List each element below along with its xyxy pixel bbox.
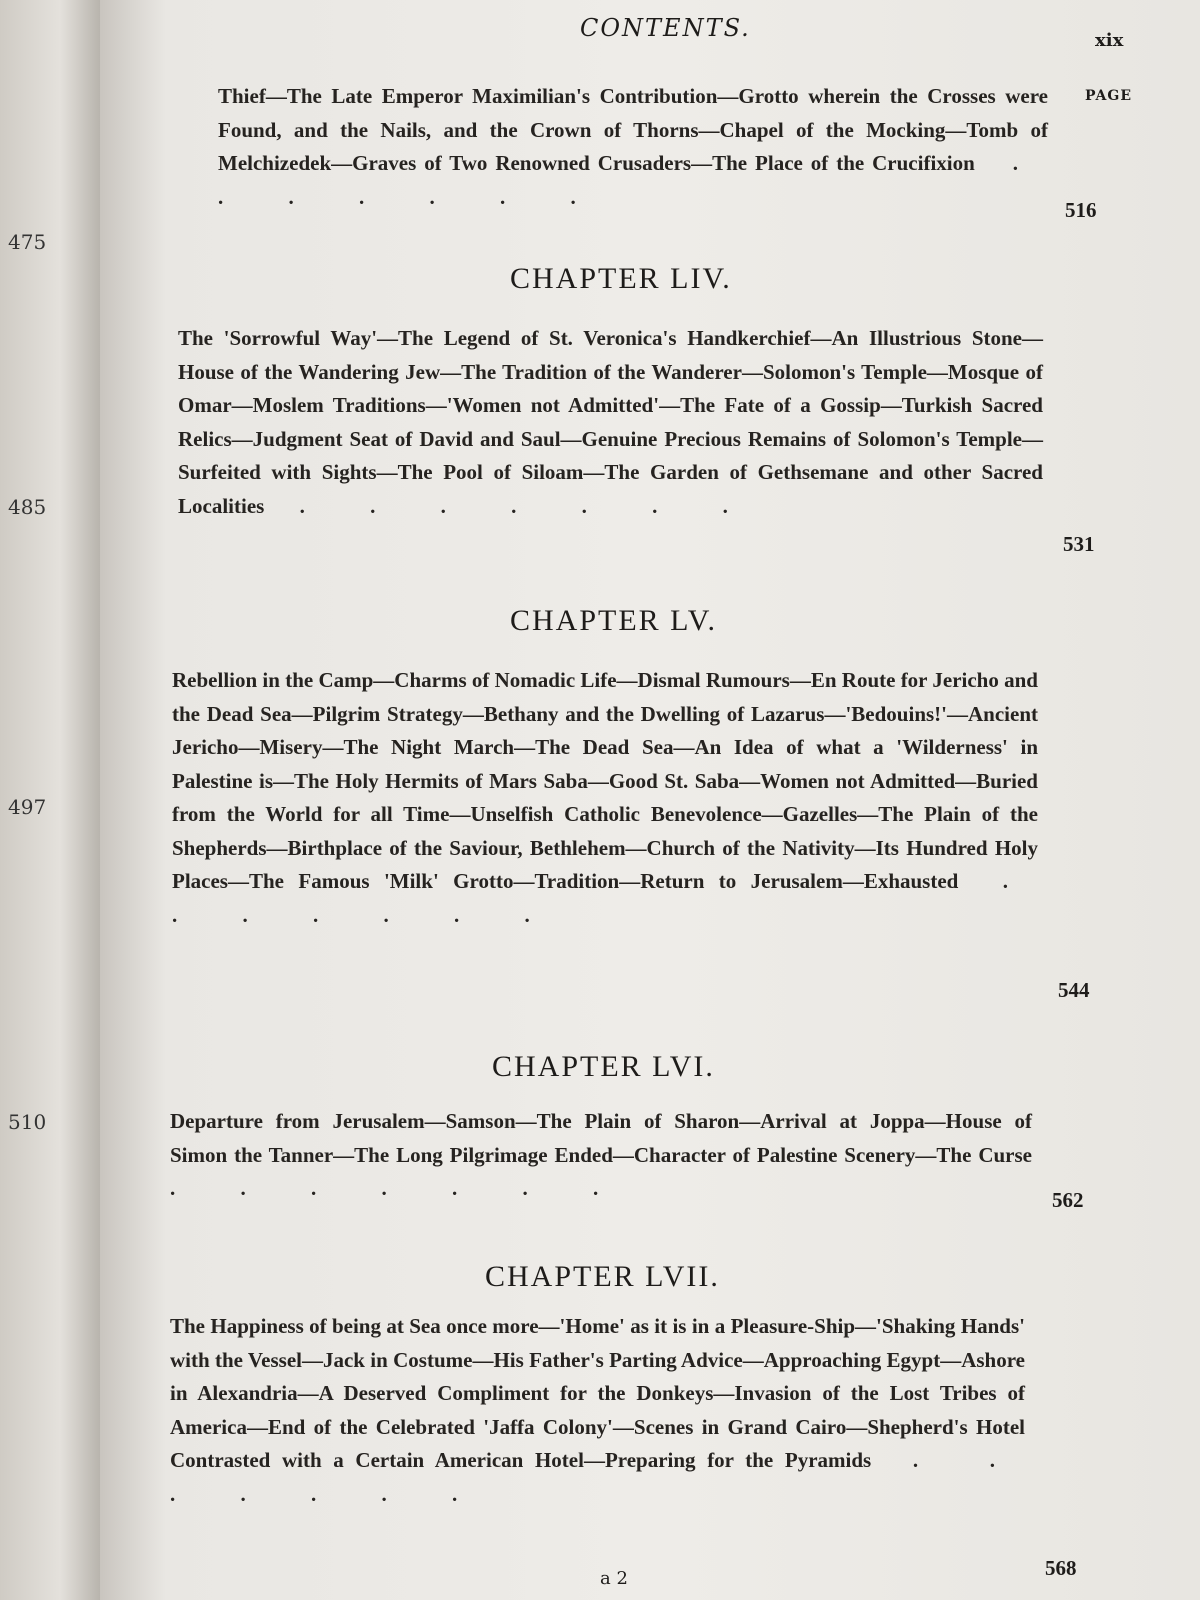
leader-dots: . . . . . . . [264,493,758,518]
page-column-label: PAGE [1085,88,1132,104]
entry-text: Thief—The Late Emperor Maximilian's Contribution—Grotto wherein the Crosses were Found, and the Nails, and the Crown of Thorns—Chapel of the Mocking—Tomb of Melchizedek—Graves of Two Renowned Crusaders—The Place of the Crucifixion . . . . . . . [218,84,1048,209]
margin-page-number: 510 [8,1110,47,1134]
margin-page-number: 497 [8,795,47,819]
margin-page-number: 475 [8,230,47,254]
margin-page-number: 485 [8,495,47,519]
entry-page-number: 568 [1045,1556,1077,1580]
contents-entry [178,322,1043,523]
chapter-heading: CHAPTER LIV. [510,262,732,295]
contents-entry [218,80,1048,214]
entry-page-number: 531 [1063,532,1095,556]
facing-page-edge [0,0,100,1600]
leader-dots: . . . . . . . [170,1176,629,1200]
signature-mark: a 2 [600,1568,628,1589]
entry-text: Departure from Jerusalem—Samson—The Plain of Sharon—Arrival at Joppa—House of Simon the Tanner—The Long Pilgrimage Ended—Character of Palestine Scenery—The Curse . . . . . . . [170,1109,1032,1200]
entry-page-number: 562 [1052,1188,1084,1212]
entry-page-number: 544 [1058,978,1090,1002]
contents-entry [170,1105,1032,1206]
folio-number: xix [1095,30,1124,51]
leader-dots: . . . . . . . [172,869,1039,927]
chapter-heading: CHAPTER LV. [510,604,718,637]
entry-text: The 'Sorrowful Way'—The Legend of St. Veronica's Handkerchief—An Illustrious Stone—House of the Wandering Jew—The Tradition of the Wanderer—Solomon's Temple—Mosque of Omar—Moslem Traditions—'Women not Admitted'—The Fate of a Gossip—Turkish Sacred Relics—Judgment Seat of David and Saul—Genuine Precious Remains of Solomon's Temple—Surfeited with Sights—The Pool of Siloam—The Garden of Gethsemane and other Sacred Localities . . . . . . . [178,326,1043,518]
chapter-heading: CHAPTER LVII. [485,1260,720,1293]
contents-entry [172,664,1038,932]
contents-page [100,0,1200,1600]
leader-dots: . . . . . . . [218,151,1048,209]
entry-text: The Happiness of being at Sea once more—'Home' as it is in a Pleasure-Ship—'Shaking Hands' with the Vessel—Jack in Costume—His Father's Parting Advice—Approaching Egypt—Ashore in Alexandria—A Deserved Compliment for the Donkeys—Invasion of the Lost Tribes of America—End of the Celebrated 'Jaffa Colony'—Scenes in Grand Cairo—Shepherd's Hotel Contrasted with a Certain American Hotel—Preparing for the Pyramids . . . . . . . [170,1314,1025,1506]
entry-page-number: 516 [1065,198,1097,222]
contents-entry [170,1310,1025,1511]
running-head: CONTENTS. [580,14,751,42]
leader-dots: . . . . . . . [170,1448,1025,1506]
entry-text: Rebellion in the Camp—Charms of Nomadic Life—Dismal Rumours—En Route for Jericho and the Dead Sea—Pilgrim Strategy—Bethany and the Dwelling of Lazarus—'Bedouins!'—Ancient Jericho—Misery—The Night March—The Dead Sea—An Idea of what a 'Wilderness' in Palestine is—The Holy Hermits of Mars Saba—Good St. Saba—Women not Admitted—Buried from the World for all Time—Unselfish Catholic Benevolence—Gazelles—The Plain of the Shepherds—Birthplace of the Saviour, Bethlehem—Church of the Nativity—Its Hundred Holy Places—The Famous 'Milk' Grotto—Tradition—Return to Jerusalem—Exhausted . . . . . . . [172,668,1039,927]
chapter-heading: CHAPTER LVI. [492,1050,715,1083]
